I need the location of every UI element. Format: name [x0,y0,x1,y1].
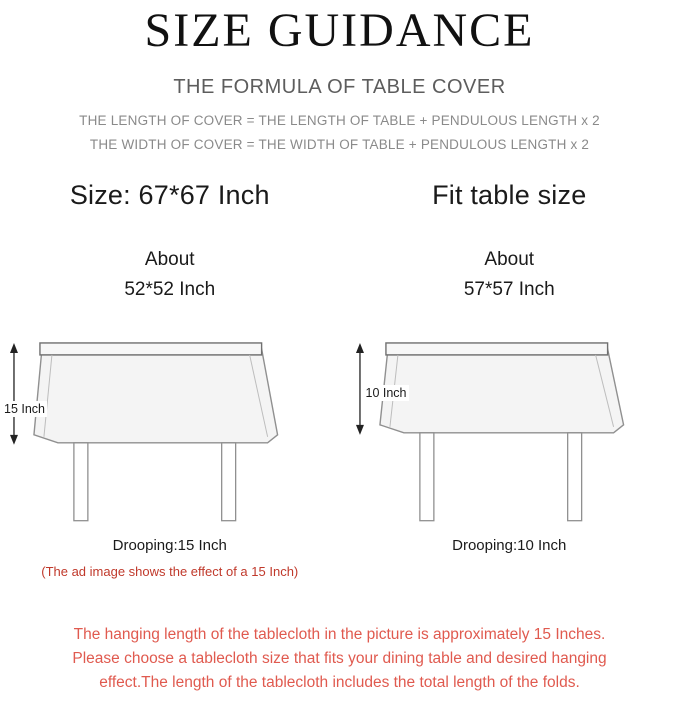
table-leg-front-left [419,433,433,521]
left-drop-label: 15 Inch [2,401,47,417]
column-cover-size [0,180,340,579]
page-title: SIZE GUIDANCE [0,6,679,56]
formula-subtitle: THE FORMULA OF TABLE COVER [0,76,679,99]
table-about-size: 57*57 Inch [340,279,679,301]
fit-table-heading: Fit table size [340,180,679,211]
table-leg-front-right [222,443,236,521]
footer-line-1: The hanging length of the tablecloth in the picture is approximately 15 Inches. [8,623,671,647]
cover-size-heading: Size: 67*67 Inch [0,180,340,211]
size-guidance-page [0,6,679,703]
drop-arrow-top [10,343,18,353]
drop-arrow-bottom [10,435,18,445]
left-drooping-text: Drooping:15 Inch [0,537,340,554]
table-top [385,343,607,355]
left-note-text: (The ad image shows the effect of a 15 Inch) [0,564,340,579]
column-fit-table-size [340,180,679,579]
comparison-columns [0,180,679,579]
cloth-shape [379,349,623,433]
right-drop-label: 10 Inch [364,385,409,401]
footer-line-2: Please choose a tablecloth size that fits your dining table and desired hanging [8,647,671,671]
formula-width-text: THE WIDTH OF COVER = THE WIDTH OF TABLE + PENDULOUS LENGTH x 2 [0,137,679,152]
left-diagram-wrap [0,313,340,533]
table-leg-front-left [74,443,88,521]
table-cover-diagram-right [340,313,679,533]
table-top [40,343,262,355]
drop-arrow-top [355,343,363,353]
footer-line-3: effect.The length of the tablecloth includes the total length of the folds. [8,671,671,695]
cover-about-label: About [0,249,340,271]
footer-note [0,623,679,695]
cover-about-size: 52*52 Inch [0,279,340,301]
formula-length-text: THE LENGTH OF COVER = THE LENGTH OF TABLE + PENDULOUS LENGTH x 2 [0,113,679,128]
drop-arrow-bottom [355,425,363,435]
table-leg-front-right [567,433,581,521]
right-drooping-text: Drooping:10 Inch [340,537,679,554]
table-cover-diagram-left [0,313,340,533]
cloth-shape [34,349,278,443]
table-about-label: About [340,249,679,271]
right-diagram-wrap [340,313,679,533]
